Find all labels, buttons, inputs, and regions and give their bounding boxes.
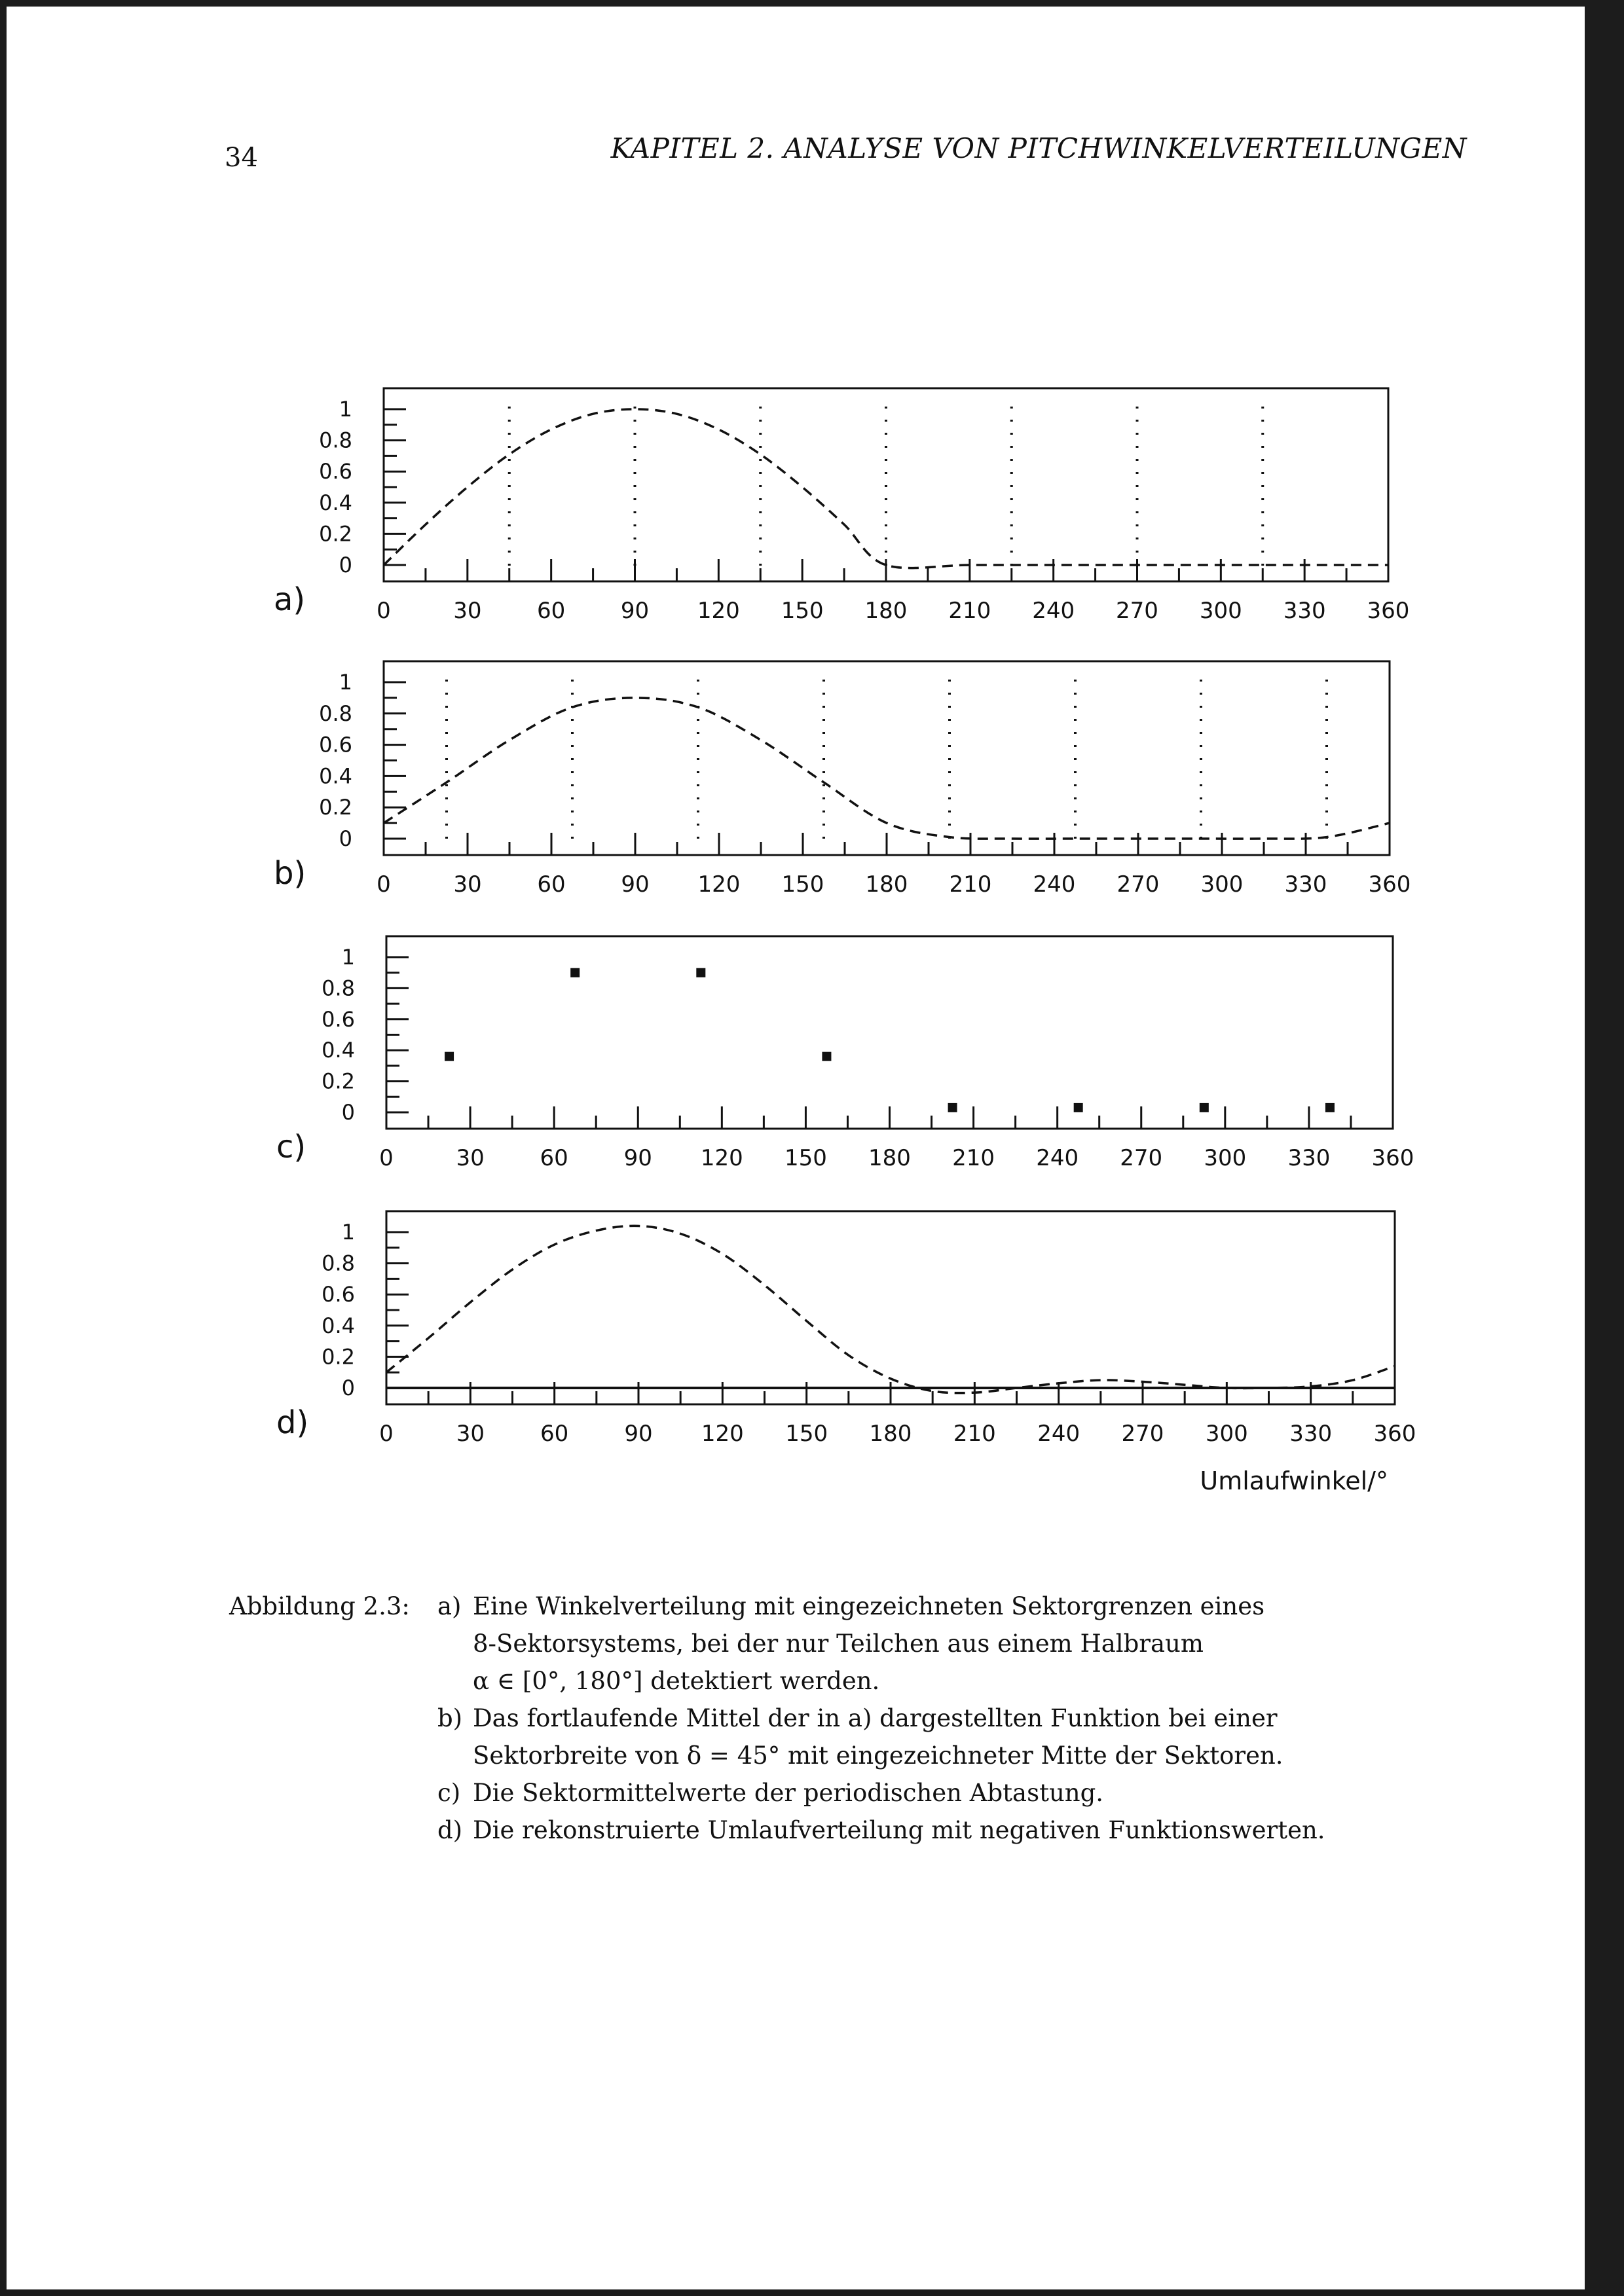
- y-tick-label: 0.4: [322, 1038, 355, 1063]
- caption-line: Die Sektormittelwerte der periodischen Abtastung.: [473, 1779, 1104, 1807]
- y-tick-label: 0.8: [322, 1250, 355, 1276]
- x-tick-label: 300: [1205, 1421, 1248, 1447]
- y-tick-label: 0.8: [319, 428, 352, 453]
- x-tick-label: 360: [1371, 1145, 1414, 1171]
- x-tick-label: 0: [377, 598, 391, 624]
- panel-label: b): [274, 855, 306, 892]
- caption-item-b: [437, 1700, 1278, 1737]
- x-tick-label: 210: [949, 871, 992, 898]
- y-tick-label: 0.6: [319, 732, 352, 757]
- x-tick-label: 90: [623, 1145, 652, 1171]
- x-tick-label: 60: [540, 1421, 569, 1447]
- x-tick-label: 300: [1200, 871, 1244, 898]
- x-tick-label: 0: [379, 1421, 394, 1447]
- plot-frame: [384, 661, 1390, 855]
- plot-frame: [386, 936, 1393, 1129]
- y-tick-label: 0: [341, 1100, 355, 1125]
- y-tick-label: 1: [341, 1220, 355, 1245]
- x-tick-label: 150: [785, 1421, 828, 1447]
- caption-letter: d): [437, 1816, 463, 1844]
- y-tick-label: 0.4: [322, 1313, 355, 1338]
- x-tick-label: 210: [948, 598, 991, 624]
- x-tick-label: 240: [1032, 598, 1075, 624]
- page-number: 34: [225, 143, 258, 173]
- y-tick-label: 0.2: [322, 1068, 355, 1094]
- caption-item-d: [437, 1812, 1325, 1849]
- x-tick-label: 150: [781, 871, 824, 898]
- caption-line: Eine Winkelverteilung mit eingezeichneten Sektorgrenzen eines: [473, 1592, 1265, 1620]
- caption-letter: c): [437, 1779, 461, 1807]
- y-tick-label: 0.6: [319, 459, 352, 484]
- y-tick-label: 0: [339, 553, 352, 577]
- x-tick-label: 300: [1199, 598, 1242, 624]
- x-tick-label: 180: [868, 1145, 911, 1171]
- x-tick-label: 240: [1037, 1421, 1080, 1447]
- x-tick-label: 330: [1287, 1145, 1331, 1171]
- y-tick-label: 0.8: [322, 975, 355, 1001]
- x-tick-label: 210: [953, 1421, 996, 1447]
- x-tick-label: 300: [1204, 1145, 1247, 1171]
- x-tick-label: 240: [1033, 871, 1076, 898]
- x-tick-label: 330: [1283, 598, 1326, 624]
- x-tick-label: 360: [1367, 598, 1410, 624]
- x-tick-label: 0: [379, 1145, 394, 1171]
- x-tick-label: 180: [869, 1421, 912, 1447]
- x-tick-label: 120: [697, 871, 741, 898]
- x-tick-label: 120: [700, 1145, 743, 1171]
- y-tick-label: 0: [339, 826, 352, 851]
- y-tick-label: 0.2: [319, 795, 352, 820]
- dashed-series-line: [386, 1226, 1395, 1393]
- caption-label: Abbildung 2.3:: [229, 1592, 410, 1620]
- y-tick-label: 0.2: [319, 521, 352, 547]
- x-tick-label: 270: [1116, 871, 1160, 898]
- caption-letter: b): [437, 1704, 463, 1732]
- x-tick-label: 60: [540, 1145, 568, 1171]
- caption-line: Das fortlaufende Mittel der in a) dargestellten Funktion bei einer: [473, 1704, 1278, 1732]
- caption-item-c: [437, 1774, 1103, 1812]
- x-tick-label: 210: [952, 1145, 995, 1171]
- x-tick-label: 60: [537, 598, 566, 624]
- y-tick-label: 1: [341, 945, 355, 970]
- x-axis-label: Umlaufwinkel/°: [1200, 1467, 1388, 1495]
- x-tick-label: 330: [1284, 871, 1327, 898]
- caption-letter: a): [437, 1592, 462, 1620]
- x-tick-label: 270: [1120, 1145, 1163, 1171]
- caption-line: Sektorbreite von δ = 45° mit eingezeichneter Mitte der Sektoren.: [473, 1741, 1283, 1770]
- chapter-title: KAPITEL 2. ANALYSE VON PITCHWINKELVERTEILUNGEN: [610, 132, 1467, 164]
- y-tick-label: 0: [341, 1376, 355, 1400]
- y-tick-label: 1: [339, 397, 352, 422]
- x-tick-label: 360: [1368, 871, 1411, 898]
- caption-item-a: [437, 1588, 1264, 1625]
- panel-label: a): [274, 581, 306, 618]
- x-tick-label: 270: [1116, 598, 1158, 624]
- x-tick-label: 90: [624, 1421, 653, 1447]
- x-tick-label: 30: [456, 1421, 485, 1447]
- data-point: [1074, 1103, 1083, 1112]
- caption-line: Die rekonstruierte Umlaufverteilung mit negativen Funktionswerten.: [473, 1816, 1325, 1844]
- panel-label: d): [276, 1404, 309, 1441]
- x-tick-label: 30: [453, 871, 482, 898]
- y-tick-label: 0.4: [319, 490, 352, 515]
- x-tick-label: 30: [456, 1145, 485, 1171]
- x-tick-label: 360: [1373, 1421, 1416, 1447]
- data-point: [696, 968, 705, 977]
- x-tick-label: 90: [621, 871, 650, 898]
- y-tick-label: 0.4: [319, 763, 352, 789]
- data-point: [570, 968, 580, 977]
- x-tick-label: 30: [453, 598, 482, 624]
- data-point: [445, 1052, 454, 1061]
- caption-line: 8-Sektorsystems, bei der nur Teilchen aus einem Halbraum: [473, 1630, 1204, 1658]
- x-tick-label: 90: [620, 598, 650, 624]
- y-tick-label: 0.2: [322, 1344, 355, 1370]
- data-point: [1200, 1103, 1209, 1112]
- x-tick-label: 240: [1036, 1145, 1079, 1171]
- y-tick-label: 1: [339, 670, 352, 695]
- caption-line: α ∈ [0°, 180°] detektiert werden.: [473, 1667, 880, 1695]
- dashed-series-line: [384, 698, 1390, 839]
- x-tick-label: 60: [537, 871, 566, 898]
- x-tick-label: 330: [1289, 1421, 1333, 1447]
- x-tick-label: 270: [1121, 1421, 1164, 1447]
- data-point: [822, 1052, 831, 1061]
- y-tick-label: 0.6: [322, 1282, 355, 1307]
- plot-frame: [386, 1211, 1395, 1404]
- panel-label: c): [276, 1129, 306, 1165]
- y-tick-label: 0.6: [322, 1006, 355, 1032]
- x-tick-label: 120: [697, 598, 740, 624]
- x-tick-label: 150: [784, 1145, 827, 1171]
- x-tick-label: 0: [377, 871, 391, 898]
- x-tick-label: 180: [864, 598, 908, 624]
- y-tick-label: 0.8: [319, 701, 352, 726]
- x-tick-label: 150: [781, 598, 824, 624]
- x-tick-label: 120: [701, 1421, 744, 1447]
- data-point: [1325, 1103, 1335, 1112]
- x-tick-label: 180: [865, 871, 908, 898]
- data-point: [948, 1103, 957, 1112]
